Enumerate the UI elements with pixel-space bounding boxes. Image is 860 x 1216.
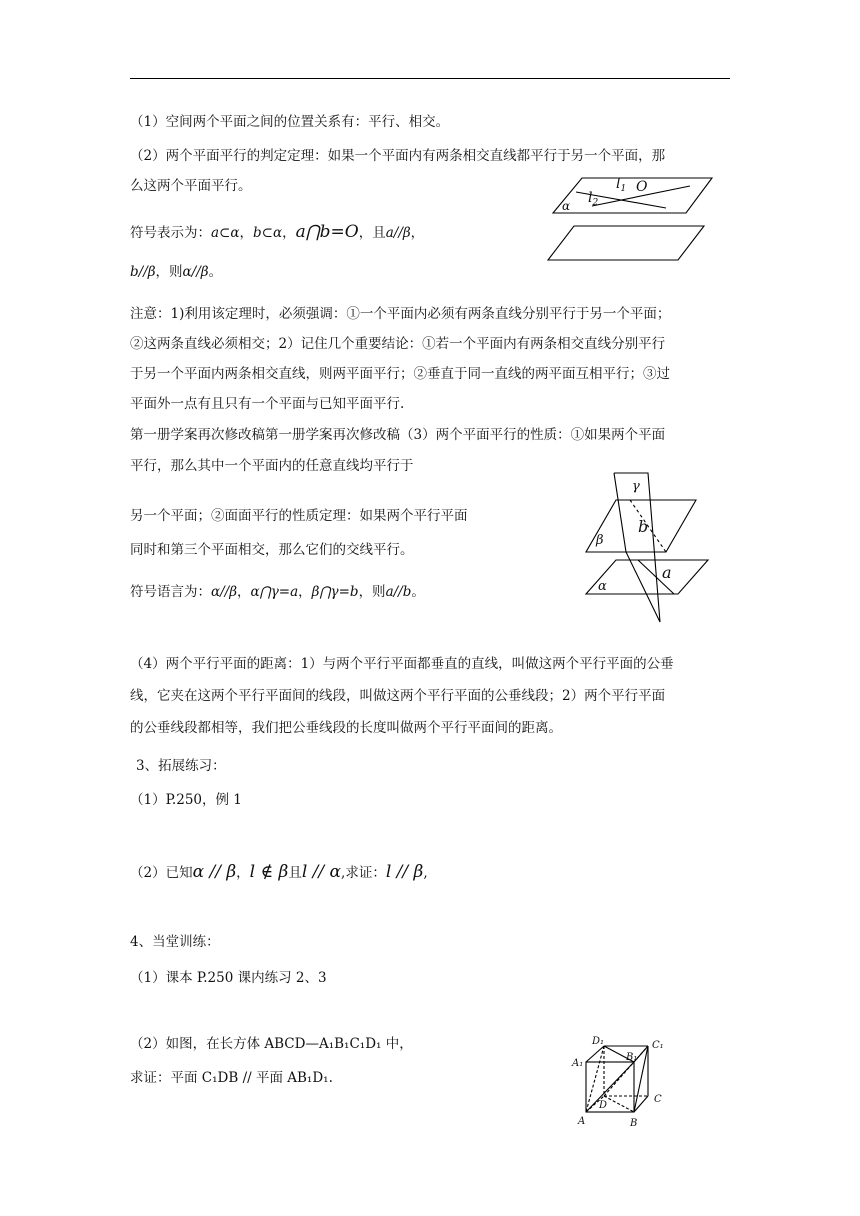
symbol-line-2 xyxy=(130,262,222,282)
intersecting-planes-figure xyxy=(582,470,722,632)
paragraph-4-line-3: 的公垂线段都相等，我们把公垂线段的长度叫做两个平行平面间的距离。 xyxy=(130,720,562,736)
label-a1: A₁ xyxy=(572,1058,584,1069)
formula-l-par-alpha: l // α xyxy=(301,862,342,882)
given-word: （2）已知 xyxy=(130,865,193,881)
label-d: D xyxy=(599,1100,608,1111)
exercise-3-2 xyxy=(130,862,428,883)
symbol-language-line xyxy=(130,582,425,602)
formula-a-in-alpha: a⊂α xyxy=(211,225,240,241)
paragraph-3-line-2: 平行，那么其中一个平面内的任意直线均平行于 xyxy=(130,458,414,474)
note-line-2: ②这两条直线必须相交；2）记住几个重要结论：①若一个平面内有两条相交直线分别平行 xyxy=(130,336,666,352)
formula-l-par-beta: l // β xyxy=(385,862,424,882)
paragraph-2-line-1: （2）两个平面平行的判定定理：如果一个平面内有两条相交直线都平行于另一个平面，那 xyxy=(130,148,666,164)
formula-b-in-alpha: b⊂α xyxy=(252,225,283,241)
label-l1: $l_1$ xyxy=(616,176,627,194)
lower-plane xyxy=(548,226,704,260)
label-alpha: α xyxy=(562,199,571,213)
label-b1: B₁ xyxy=(626,1052,638,1063)
label-d1: D₁ xyxy=(592,1036,605,1047)
plane-gamma xyxy=(614,473,660,622)
label-alpha: α xyxy=(598,579,607,594)
label-a: A xyxy=(578,1116,586,1127)
paragraph-3-line-4: 同时和第三个平面相交，那么它们的交线平行。 xyxy=(130,542,414,558)
label-b: b xyxy=(638,517,649,536)
formula-alpha-par-beta: α//β xyxy=(182,264,209,280)
separator: ， xyxy=(239,225,253,241)
comma: , xyxy=(423,865,428,881)
label-a: a xyxy=(662,563,672,582)
upper-plane xyxy=(553,178,712,213)
formula-b-par-beta: b//β xyxy=(130,264,156,280)
section-4-heading: 4、当堂训练： xyxy=(130,934,220,950)
exercise-3-1: （1）P.250，例 1 xyxy=(130,792,242,808)
separator: ， xyxy=(237,584,251,600)
parallel-planes-figure xyxy=(540,168,720,268)
note-line-4: 平面外一点有且只有一个平面与已知平面平行. xyxy=(130,396,405,412)
cuboid-figure xyxy=(568,1032,678,1132)
label-c: C xyxy=(654,1094,662,1105)
paragraph-2-line-2: 么这两个平面平行。 xyxy=(130,178,252,194)
note-line-1: 注意：1)利用该定理时，必须强调：①一个平面内必须有两条直线分别平行于另一个平面； xyxy=(130,306,671,322)
paragraph-4-line-2: 线，它夹在这两个平行平面间的线段，叫做这两个平行平面的公垂线段；2）两个平行平面 xyxy=(130,688,666,704)
label-c1: C₁ xyxy=(652,1040,664,1051)
paragraph-3-line-1: 第一册学案再次修改稿第一册学案再次修改稿（3）两个平面平行的性质：①如果两个平面 xyxy=(130,427,666,443)
paragraph-4-line-1: （4）两个平行平面的距离：1）与两个平行平面都垂直的直线，叫做这两个平行平面的公垂 xyxy=(130,656,674,672)
formula-l-notin-beta: l ∉ β xyxy=(249,862,289,882)
diag-d-b xyxy=(604,1096,634,1112)
label-b: B xyxy=(630,1118,638,1129)
symbol-prefix: 符号表示为： xyxy=(130,225,211,241)
label-l2: $l_2$ xyxy=(588,190,599,208)
and-word: 且 xyxy=(288,865,302,881)
formula-a-par-b: a//b xyxy=(385,584,412,600)
formula-a-par-beta: a//β xyxy=(385,225,411,241)
then-word: ，则 xyxy=(155,264,183,280)
paragraph-3-line-3: 另一个平面；②面面平行的性质定理：如果两个平行平面 xyxy=(130,508,468,524)
exercise-4-2-line-1: （2）如图，在长方体 ABCD—A₁B₁C₁D₁ 中， xyxy=(130,1036,413,1052)
separator: ， xyxy=(298,584,312,600)
section-3-heading: 3、拓展练习： xyxy=(136,758,226,774)
then-word: ，则 xyxy=(358,584,386,600)
period: 。 xyxy=(411,584,425,600)
label-gamma: γ xyxy=(632,479,640,494)
symbol-line-1 xyxy=(130,222,424,243)
formula-alpha-par-beta-2: α//β xyxy=(211,584,238,600)
edge-a1-d1 xyxy=(586,1046,604,1062)
exercise-4-2-line-2: 求证：平面 C₁DB // 平面 AB₁D₁. xyxy=(130,1070,333,1086)
paragraph-1: （1）空间两个平面之间的位置关系有：平行、相交。 xyxy=(130,114,450,130)
separator: ， xyxy=(236,865,250,881)
label-o: O xyxy=(636,179,648,195)
symbol-language-prefix: 符号语言为： xyxy=(130,584,211,600)
formula-alpha-par-beta-3: α // β xyxy=(192,862,237,882)
prove-word: ,求证： xyxy=(341,865,386,881)
header-rule xyxy=(130,78,730,79)
exercise-4-1: （1）课本 P.250 课内练习 2、3 xyxy=(130,970,327,986)
period: 。 xyxy=(208,264,223,280)
formula-alpha-cap-gamma: α⋂γ=a xyxy=(250,584,299,600)
label-beta: β xyxy=(596,533,604,548)
separator: ， xyxy=(282,225,296,241)
separator: ，且 xyxy=(358,225,386,241)
formula-beta-cap-gamma: β⋂γ=b xyxy=(311,584,359,600)
note-line-3: 于另一个平面内两条相交直线，则两平面平行；②垂直于同一直线的两平面互相平行；③过 xyxy=(130,366,670,382)
formula-a-cap-b: a⋂b=O xyxy=(295,222,359,242)
separator: ， xyxy=(410,225,425,241)
